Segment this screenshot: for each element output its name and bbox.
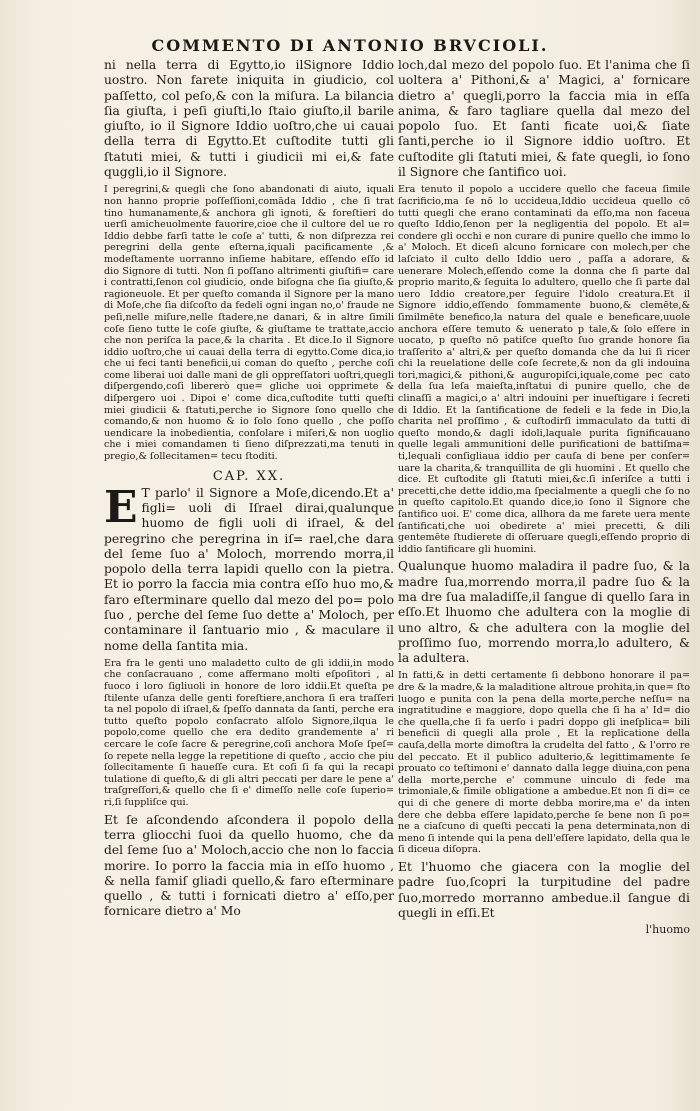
right-column [398,58,690,1099]
commentary-paragraph: Era tenuto il popolo a uccidere quello che faceua ſimile ſacrificio,ma ſe nō lo uccideua,Iddio uccideua quello cō tutti quegli che erano contaminati da eſſo,ma non faceua queſto Iddio,ſenon per la negligentia del popolo. Et al= condere gli occhi e non curare di punire quello che immo lo a' Moloch. Et diceſi alcuno fornicare con molech,per che laſciato il culto dello Iddio uero , paſſa a adorare, & uenerare Molech,eſſendo come la donna che ſi parte dal proprio marito,& ſeguita lo adultero, quello che ſi parte dal uero Iddio creatore,per ſeguire l'idolo creatura.Et il Signore iddio,eſſendo ſommamente buono,& clemēte,& ſimilmēte benefico,la natura del quale e beneficare,uuole anchora eſſere temuto & uenerato p tale,& ſolo eſſere in uocato, p queſto nō patiſce queſto ſuo grande honore ſia traſſerito a' altri,& per queſto domanda che da lui ſi ricer chi la reuelatione delle coſe ſecrete,& non da gli indouina tori,magici,& pithoni,& auguropiſci,iquale,come pec cato della ſua leſa maieſta,inſtatui di punire quello, che de clinaſſi a magici,o a' altri indouini per inueſtigare i ſecreti di Iddio. Et la ſantificatione de fedeli e la fede in Dio,la charita nel proſſimo , & cuſtodirſi immaculato da tutti di queſto mondo,& dagli idoli,laquale purita ſignificauano quelle legali ammunitioni delle purificationi de battiſma= ti,lequali conſigliaua iddio per cauſa di bene per conſer= uare la charita,& tranquillita de gli huomini . Et quello che dice. Et cuſtodite gli ſtatuti miei,&c.ſi inſeriſce a tutti i precetti,che dette iddio,ma ſpecialmente a quegli che ſo no in queſto capitolo.Et quando dice,io ſono il Signore che ſantifico uoi. E' come dica, allhora da me farete uera mente ſantificati,che uoi obedirete a' miei precetti, & dili gentemēte ſtudierete di oſſeruare quegli,eſſendo proprio di iddio ſantificare gli huomini. [398,184,690,555]
chapter-heading: CAP. XX. [212,468,286,484]
catchword: l'huomo [645,923,690,937]
left-column [104,58,394,1099]
scripture-paragraph: Et ſe aſcondendo aſcondera il popolo della terra gliocchi ſuoi da quello huomo, che da del ſeme ſuo a' Moloch,accio che non lo faccia morire. Io porro la faccia mia in eſſo huomo , & nella famiſ gliadi quello,& faro eſterminare quello , & tutti i fornicati dietro a' eſſo,per fornicare dietro a' Mo [104,812,394,919]
commentary-paragraph: Era fra le genti uno maladetto culto de gli iddii,in modo che conſacrauano , come affermano molti eſpoſitori , al fuoco i loro ſigliuoli in honore de loro iddii.Et queſta pe ſtilente uſanza delle genti foreſtiere,anchora ſi era traſſeri ta nel popolo di iſrael,& ſpeſſo dannata da ſanti, perche era tutto queſto popolo conſacrato alſolo Signore,ilqua le popolo,come quello che era dedito grandemente a' ri cercare le coſe ſacre & peregrine,coſi anchora Moſe ſpeſ= ſo repete nella legge la repetitione di queſto , accio che piu ſollecitamente ſi haueſſe cura. Et coſi ſi fa qui la recapi tulatione di queſto,& di gli altri peccati per dare le pene a' traſgreſſori,& quello che ſi e' dimeſſo nelle coſe ſuperio= ri,ſi ſuppliſce qui. [104,657,394,809]
scripture-paragraph: loch,dal mezo del popolo ſuo. Et l'anima che ſi uoltera a' Pithoni,& a' Magici, a' fornicare dietro a' quegli,porro la faccia mia in eſſa anima, & faro tagliare quella dal mezo del popolo ſuo. Et ſanti ficate uoi,& ſiate ſanti,perche io il Signore iddio uoſtro. Et cuſtodite gli ſtatuti miei, & fate quegli, io ſono il Signore che ſantifico uoi. [398,58,690,180]
commentary-paragraph: In fatti,& in detti certamente ſi debbono honorare il pa= dre & la madre,& la maladitione altroue prohita,in que= ſto luogo e punita con la pena della morte,perche neſſu= na ingratitudine e maggiore, dopo quella che ſi ha a' Id= dio che quella,che ſi fa uerſo i padri doppo gli ineſplica= bili beneficii di quegli alla prole , Et la replicatione della cauſa,della morte dimoſtra la crudelta del fatto , & l'orro re del peccato. Et il publico adulterio,& legittimamente ſe prouato co teſtimoni e' dannato dalla legge diuina,con pena della morte,perche e' commune uinculo di fede ma trimoniale,& ſimile obligatione a ambedue.Et non ſi di= ce qui di che genere di morte debba morire,ma e' da inten dere che debba eſſere lapidato,perche ſe bene non ſi po= ne a ciaſcuno di queſti peccati la pena determinata,non di meno ſi intende qui la pena dell'eſſere lapidato, della qua le ſi diceua diſopra. [398,670,690,856]
scripture-paragraph: Qualunque huomo maladira il padre ſuo, & la madre ſua,morrendo morra,il padre ſuo & la ma dre ſua maladiſſe,il ſangue di quello ſara in eſſo.Et lhuomo che adultera con la moglie di uno altro, & che adultera con la moglie del proſſimo ſuo, morrendo morra,lo adultero, & la adultera. [398,559,690,666]
scripture-paragraph: ni nella terra di Egytto,io ilSignore Iddio uostro. Non farete iniquita in giudicio, col paſſetto, col peſo,& con la miſura. La bilancia ſia giuſta, i peſi giuſti,lo ſtaio giuſto,il barile giuſto, io il Signore Iddio uoſtro,che ui cauai della terra di Egytto.Et cuſtodite tutti gli ſtatuti miei, & tutti i giudicii mi ei,& fate quggli,io il Signore. [104,58,394,180]
scripture-text: T parlo' il Signore a Moſe,dicendo.Et a' figli= uoli di Iſrael dirai,qualunque huomo de figli uoli di iſrael, & del peregrino che peregrina in iſ= rael,che dara del ſeme ſuo a' Moloch, morrendo morra,il popolo della terra lapidi quello con la pietra. Et io porro la faccia mia contra eſſo huo mo,& faro eſterminare quello dal mezo del po= polo ſuo , perche del ſeme ſuo dette a' Moloch, per contaminare il ſantuario mio , & maculare il nome della ſantita mia. [104,485,394,653]
drop-cap: E [104,481,138,533]
scripture-paragraph [104,481,394,654]
running-head: COMMENTO DI ANTONIO BRVCIOLI. [151,36,549,55]
commentary-paragraph: I peregrini,& quegli che ſono abandonati di aiuto, iquali non hanno proprie poſſeſſioni,comāda Iddio , che ſi trat tino humanamente,& anchora gli ignoti, & foreſtieri do uerſi amicheuolmente fauorire,cioe che il cultore del ue ro Iddio debbe farſi tatte le coſe a' tutti, & non diſprezza rei peregrini della gente eſterna,iquali pacificamente ,& modeſtamente uorranno inſieme habitare, eſſendo eſſo id dio Signore di tutti. Non ſi poſſano altrimenti giuſtifi= care i contratti,ſenon col giudicio, onde biſogna che ſia giuſto,& ragioneuole. Et per queſto comanda il Signore per la mano di Moſe,che ſia diſcoſto da fedeli ogni ingan no,o' fraude ne peſi,nelle miſure,nelle ſtadere,ne danari, & in altre ſimili coſe ſieno tutte le coſe giuſte, & giuſtame te trattate,accio che non periſca la pace,& la charita . Et dice.Io il Signore iddio uoſtro,che ui cauai della terra di egytto.Come dica,io che ui feci tanti beneficii,ui coman do queſto , perche coſi come liberai uoi dalle mani de gli oppreſſatori uoſtri,quegli diſpergendo,coſi libererò que= gliche uoi opprimete & diſpergero uoi . Dipoi e' come dica,cuſtodite tutti queſti miei giudicii & ſtatuti,perche io Signore ſono quello che comando,& non huomo & io ſolo ſono quello , che poſſo uendicare la inobedientia, conſolare i miſeri,& non uoglio che i miei comandamen ti ſieno diſprezzati,ma tenuti in pregio,& ſollecitamen= tecu ſtoditi. [104,184,394,463]
scripture-paragraph: Et l'huomo che giacera con la moglie del padre ſuo,ſcopri la turpitudine del padre ſuo,morredo morranno ambedue.il ſangue di quegli in eſſi.Et [398,859,690,920]
